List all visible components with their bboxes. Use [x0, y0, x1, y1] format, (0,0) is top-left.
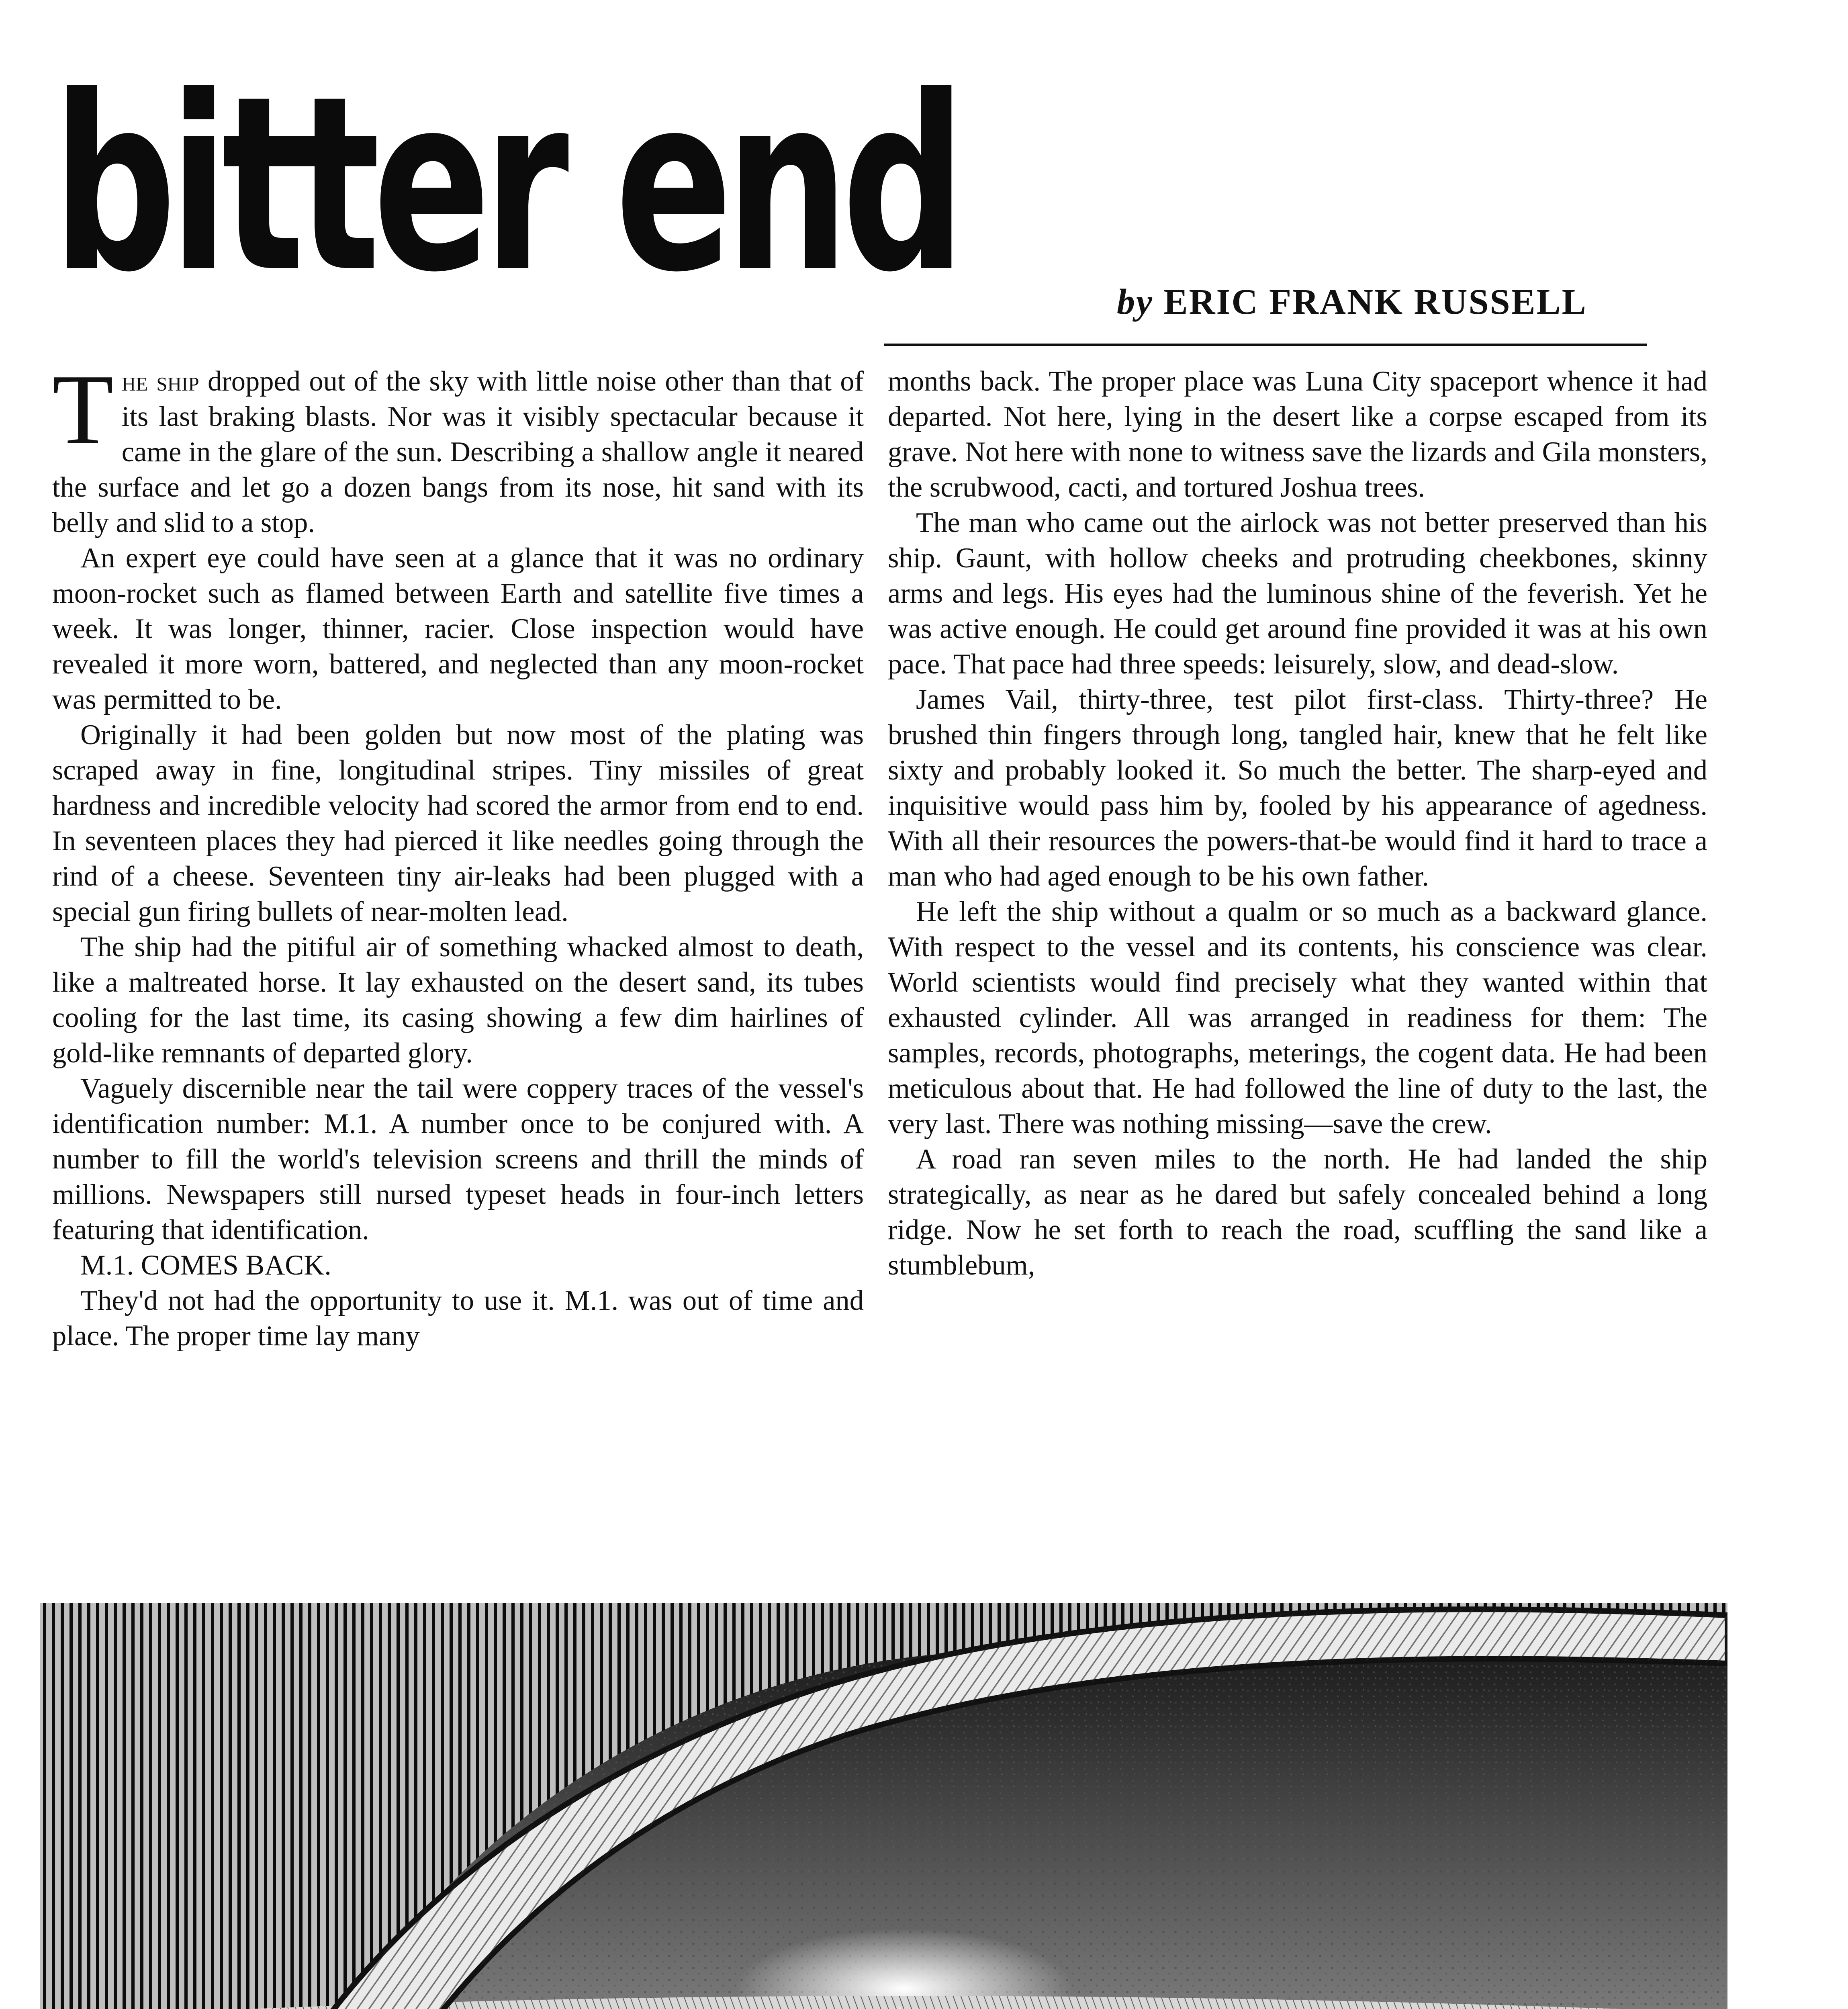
- porthole-illustration: [40, 1603, 1727, 2009]
- opening-small-caps: he ship: [121, 366, 199, 397]
- paragraph: M.1. COMES BACK.: [80, 1250, 331, 1281]
- paragraph: Originally it had been golden but now most of the plating was scraped away in fine, longitudinal stripes. Tiny missiles of great hardness and incredible velocity had scored the armor from end to end. In seventeen places they had pierced it like needles going through the rind of a cheese. Seventeen tiny air-leaks had been plugged with a special gun firing bullets of near-molten lead.: [52, 719, 864, 927]
- paragraph-text: dropped out of the sky with little noise other than that of its last braking blasts. Nor was it visibly spectacular because it came in the glare of the sun. Describing a shallow angle it neared the surface and let go a dozen bangs from its nose, hit sand with its belly and slid to a stop.: [52, 366, 864, 538]
- paragraph: A road ran seven miles to the north. He had landed the ship strategically, as near as he dared but safely concealed behind a long ridge. Now he set forth to reach the road, scuffling the sand like a stumblebum,: [888, 1144, 1707, 1281]
- paragraph: He left the ship without a qualm or so much as a backward glance. With respect to the vessel and its contents, his conscience was clear. World scientists would find precisely what they wanted within that exhausted cylinder. All was arranged in readiness for them: The samples, records, photographs, meterings, the cogent data. He had been meticulous about that. He had followed the line of duty to the last, the very last. There was nothing missing—save the crew.: [888, 896, 1707, 1140]
- paragraph: The ship had the pitiful air of something whacked almost to death, like a maltreated horse. It lay exhausted on the desert sand, its tubes cooling for the last time, its casing showing a few dim hairlines of gold-like remnants of departed glory.: [52, 931, 864, 1069]
- byline-prefix: by: [1117, 282, 1153, 322]
- drop-cap: T: [52, 364, 114, 465]
- paragraph: [52, 364, 864, 540]
- paragraph: An expert eye could have seen at a glance that it was no ordinary moon-rocket such as flamed between Earth and satellite five times a week. It was longer, thinner, racier. Close inspection would have revealed it more worn, battered, and neglected than any moon-rocket was permitted to be.: [52, 542, 864, 715]
- paragraph: The man who came out the airlock was not better preserved than his ship. Gaunt, with hollow cheeks and protruding cheekbones, skinny arms and legs. His eyes had the luminous shine of the feverish. Yet he was active enough. He could get around fine provided it was at his own pace. That pace had three speeds: leisurely, slow, and dead-slow.: [888, 507, 1707, 680]
- story-title: bitter end: [52, 44, 959, 325]
- text-column-left: [52, 364, 864, 1597]
- paragraph: Vaguely discernible near the tail were coppery traces of the vessel's identification number: M.1. A number once to be conjured with. A number to fill the world's television screens and thrill the minds of millions. Newspapers still nursed typeset heads in four-inch letters featuring that identification.: [52, 1073, 864, 1246]
- author-name: ERIC FRANK RUSSELL: [1163, 282, 1587, 322]
- header-rule: [884, 344, 1647, 346]
- paragraph: They'd not had the opportunity to use it. M.1. was out of time and place. The proper time lay many: [52, 1285, 864, 1352]
- byline: [1117, 281, 1587, 323]
- paragraph: months back. The proper place was Luna City spaceport whence it had departed. Not here, lying in the desert like a corpse escaped from its grave. Not here with none to witness save the lizards and Gila monsters, the scrubwood, cacti, and tortured Joshua trees.: [888, 366, 1707, 503]
- paragraph: James Vail, thirty-three, test pilot first-class. Thirty-three? He brushed thin fingers through long, tangled hair, knew that he felt like sixty and probably looked it. So much the better. The sharp-eyed and inquisitive would pass him by, fooled by his appearance of agedness. With all their resources the powers-that-be would find it hard to trace a man who had aged enough to be his own father.: [888, 684, 1707, 892]
- text-column-right: [888, 364, 1707, 1597]
- porthole-desert-drawing: [40, 1603, 1727, 2009]
